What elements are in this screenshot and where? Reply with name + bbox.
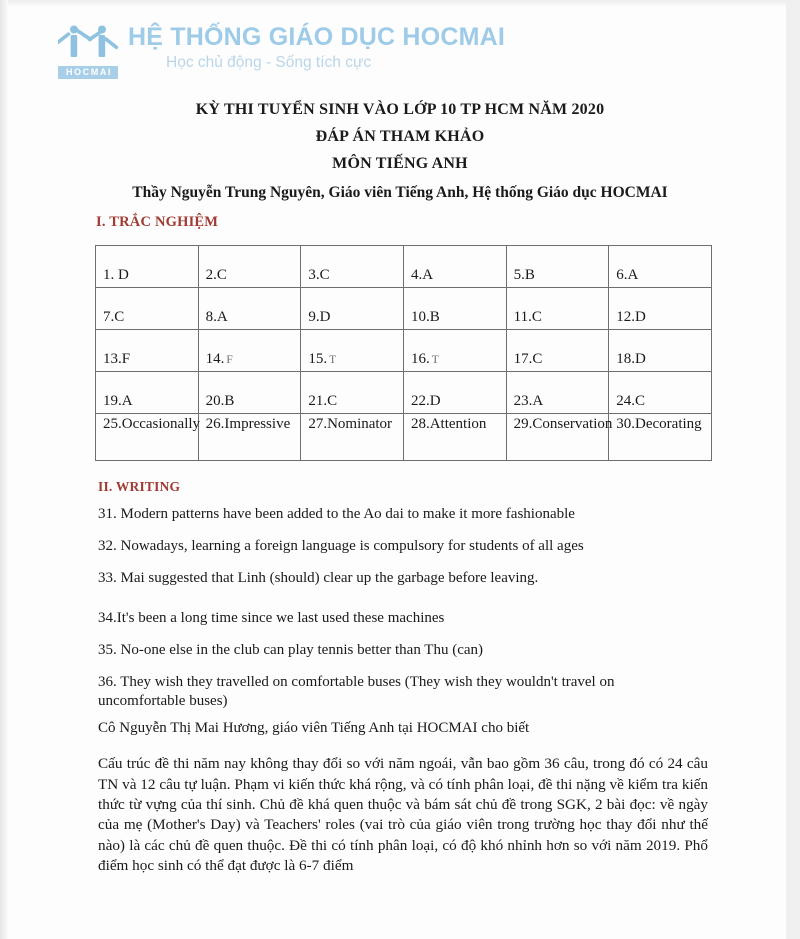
answer-text: 30.Decorating bbox=[616, 416, 702, 432]
writing-answer-item: 35. No-one else in the club can play tennis better than Thu (can) bbox=[98, 641, 484, 658]
answer-text: 15. bbox=[308, 351, 328, 368]
answer-cell bbox=[506, 414, 613, 461]
answer-cell bbox=[506, 372, 609, 414]
answer-cell bbox=[198, 246, 301, 288]
answer-cell bbox=[198, 372, 301, 414]
answer-cell bbox=[301, 246, 404, 288]
answer-text: 23.A bbox=[513, 393, 544, 410]
brand-text bbox=[128, 22, 505, 72]
answer-cell bbox=[403, 288, 506, 330]
answer-text: 25.Occasionally bbox=[103, 416, 201, 432]
answer-cell bbox=[609, 288, 712, 330]
answer-text: 3.C bbox=[308, 267, 330, 284]
writing-answer-item: 31. Modern patterns have been added to the Ao dai to make it more fashionable bbox=[98, 506, 575, 522]
answer-cell bbox=[403, 372, 506, 414]
answer-text: 2.C bbox=[205, 267, 227, 284]
answer-table-row bbox=[96, 288, 712, 330]
answer-letter-small: T bbox=[431, 354, 439, 367]
answer-cell bbox=[403, 246, 506, 288]
answer-text: 11.C bbox=[513, 309, 542, 326]
answer-cell bbox=[506, 330, 609, 372]
answer-key-table bbox=[95, 245, 712, 461]
author-line: Thầy Nguyễn Trung Nguyên, Giáo viên Tiếng Anh, Hệ thống Giáo dục HOCMAI bbox=[132, 184, 668, 201]
answer-cell bbox=[96, 414, 199, 461]
section-heading-writing: II. WRITING bbox=[98, 479, 181, 494]
answer-cell bbox=[506, 288, 609, 330]
answer-cell bbox=[403, 414, 506, 461]
answer-cell bbox=[609, 246, 712, 288]
section-heading-multiple-choice: I. TRẮC NGHIỆM bbox=[96, 214, 219, 230]
brand-header bbox=[0, 0, 800, 79]
answer-table-row bbox=[96, 414, 712, 461]
brand-tagline: Học chủ động - Sống tích cực bbox=[166, 54, 372, 72]
answer-text: 21.C bbox=[308, 393, 338, 410]
answer-text: 19.A bbox=[103, 393, 133, 410]
answer-table-row bbox=[96, 372, 712, 414]
answer-text: 27.Nominator bbox=[308, 416, 393, 432]
answer-text: 6.A bbox=[616, 267, 639, 284]
brand-title: HỆ THỐNG GIÁO DỤC HOCMAI bbox=[128, 23, 506, 51]
answer-cell bbox=[301, 372, 404, 414]
answer-text: 18.D bbox=[616, 351, 646, 368]
answer-text: 29.Conservation bbox=[513, 416, 613, 432]
answer-text: 14. bbox=[205, 351, 225, 368]
answer-cell bbox=[198, 288, 301, 330]
answer-text: 24.C bbox=[616, 393, 646, 410]
writing-answer-item: 34.It's been a long time since we last used these machines bbox=[98, 609, 445, 626]
answer-text: 9.D bbox=[308, 309, 331, 326]
answer-text: 12.D bbox=[616, 309, 646, 326]
writing-answer-item: 36. They wish they travelled on comfortable buses (They wish they wouldn't travel on uncomfortable buses) bbox=[98, 673, 615, 710]
answer-text: 1. D bbox=[103, 267, 129, 284]
answer-text: 22.D bbox=[410, 393, 441, 410]
answer-cell bbox=[96, 246, 199, 288]
answer-letter-small: T bbox=[329, 354, 337, 367]
answer-text: 28.Attention bbox=[410, 416, 487, 432]
answer-cell bbox=[301, 330, 404, 372]
writing-answer-item: 32. Nowadays, learning a foreign language is compulsory for students of all ages bbox=[98, 538, 584, 555]
answer-text: 20.B bbox=[205, 393, 235, 410]
answer-cell bbox=[301, 414, 404, 461]
document-titles bbox=[0, 101, 800, 202]
hocmai-logo bbox=[58, 22, 120, 79]
answer-text: 16. bbox=[410, 351, 430, 368]
closing-commentary-paragraph: Cấu trúc đề thi năm nay không thay đổi so với năm ngoái, vẫn bao gồm 36 câu, trong đó có 24 câu TN và 12 câu tự luận. Phạm vi kiến thức khá rộng, và có tính phân loại, đề thi nặng về kiểm tra kiến thức từ vựng của thí sinh. Chủ đề khá quen thuộc và bám sát chủ đề trong SGK, 2 bài đọc: về ngày của mẹ (Mother's Day) và Teachers' roles (vai trò của giáo viên trong trường học thay đổi như thế nào) là các chủ đề quen thuộc. Đề thi có tính phân loại, có độ khó nhỉnh hơn so với năm 2019. Phổ điểm học sinh có thể đạt được là 6-7 điểm bbox=[98, 755, 708, 875]
document-subtitle: ĐÁP ÁN THAM KHẢO bbox=[315, 128, 485, 145]
answer-text: 4.A bbox=[410, 267, 434, 284]
answer-table-body bbox=[96, 246, 712, 461]
writing-answer-item: 33. Mai suggested that Linh (should) clear up the garbage before leaving. bbox=[98, 570, 539, 587]
subject-title: MÔN TIẾNG ANH bbox=[332, 155, 468, 172]
answer-text: 26.Impressive bbox=[205, 416, 291, 432]
teacher-note-line: Cô Nguyễn Thị Mai Hương, giáo viên Tiếng Anh tại HOCMAI cho biết bbox=[98, 720, 530, 737]
answer-cell bbox=[403, 330, 506, 372]
answer-cell bbox=[96, 330, 199, 372]
answer-cell bbox=[506, 246, 609, 288]
answer-text: 10.B bbox=[410, 309, 440, 326]
answer-cell bbox=[96, 372, 199, 414]
answer-cell bbox=[609, 414, 712, 461]
answer-cell bbox=[96, 288, 199, 330]
answer-cell bbox=[301, 288, 404, 330]
exam-title: KỲ THI TUYỂN SINH VÀO LỚP 10 TP HCM NĂM 2020 bbox=[195, 101, 605, 118]
answer-table-row bbox=[96, 246, 712, 288]
hocmai-two-figures-logo bbox=[58, 22, 120, 60]
answer-letter-small: F bbox=[226, 354, 233, 367]
answer-text: 5.B bbox=[513, 267, 535, 284]
answer-table-row bbox=[96, 330, 712, 372]
writing-answer-list bbox=[0, 505, 800, 711]
answer-cell bbox=[609, 330, 712, 372]
answer-cell bbox=[198, 330, 301, 372]
answer-text: 17.C bbox=[513, 351, 543, 368]
answer-text: 7.C bbox=[103, 309, 125, 326]
answer-text: 13.F bbox=[103, 351, 131, 368]
answer-text: 8.A bbox=[205, 309, 228, 326]
answer-cell bbox=[198, 414, 301, 461]
answer-cell bbox=[609, 372, 712, 414]
hocmai-badge: HOCMAI bbox=[58, 66, 118, 79]
